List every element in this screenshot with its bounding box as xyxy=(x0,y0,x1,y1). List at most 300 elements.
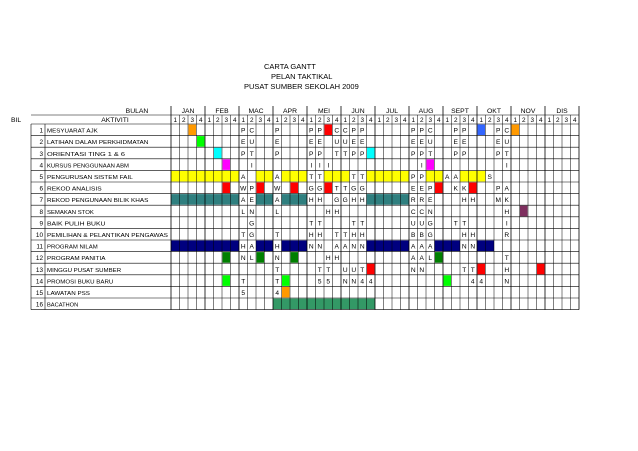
row-number: 5 xyxy=(39,174,43,181)
cell-code: T xyxy=(453,220,458,228)
cell-code: G xyxy=(249,220,255,228)
cell-code: U xyxy=(342,266,348,274)
cell-code: H xyxy=(308,232,314,239)
activity-name: PEMILIHAN & PELANTIKAN PENGAWAS xyxy=(47,233,169,239)
cell-code: P xyxy=(411,150,416,158)
cell-code: H xyxy=(325,255,331,263)
gantt-marker xyxy=(223,252,231,263)
cell-code: E xyxy=(428,197,433,205)
row-number: 15 xyxy=(35,290,43,297)
gantt-marker xyxy=(214,148,222,159)
cell-code: E xyxy=(496,139,501,147)
row-number: 6 xyxy=(39,185,43,193)
cell-code: G xyxy=(334,197,340,205)
week-label: 3 xyxy=(258,117,263,124)
cell-code: T xyxy=(343,185,348,193)
cell-code: A xyxy=(428,243,433,251)
week-label: 1 xyxy=(207,117,212,124)
cell-code: P xyxy=(453,150,458,158)
cell-code: G xyxy=(427,220,433,228)
activity-name: ORIENTASI TING 1 & 6 xyxy=(47,151,126,158)
week-label: 1 xyxy=(411,117,416,124)
gantt-marker xyxy=(427,159,435,170)
gantt-marker xyxy=(478,125,486,136)
row-number: 12 xyxy=(35,255,43,263)
cell-code: T xyxy=(326,266,331,274)
gantt-bar xyxy=(367,171,410,182)
month-label: AUG xyxy=(418,108,434,115)
cell-code: T xyxy=(504,255,509,263)
week-label: 4 xyxy=(538,117,543,124)
week-label: 2 xyxy=(215,117,220,124)
cell-code: N xyxy=(410,266,416,274)
cell-code: H xyxy=(334,255,340,263)
cell-code: I xyxy=(318,162,321,170)
gantt-marker xyxy=(478,264,486,275)
week-label: 4 xyxy=(368,117,373,124)
cell-code: H xyxy=(274,243,280,251)
cell-code: A xyxy=(343,243,348,251)
cell-code: T xyxy=(428,150,433,158)
bulan-label: BULAN xyxy=(125,108,149,115)
month-label: JUN xyxy=(351,108,365,115)
week-label: 4 xyxy=(334,117,339,124)
cell-code: R xyxy=(504,232,510,239)
cell-code: U xyxy=(427,139,433,147)
gantt-marker xyxy=(435,183,443,194)
gantt-marker xyxy=(367,148,375,159)
week-label: 2 xyxy=(317,117,322,124)
cell-code: N xyxy=(504,278,510,286)
cell-code: P xyxy=(249,185,254,193)
gantt-marker xyxy=(257,183,265,194)
gantt-marker xyxy=(282,275,290,286)
cell-code: T xyxy=(317,266,322,274)
week-label: 2 xyxy=(283,117,288,124)
week-label: 2 xyxy=(385,117,390,124)
activity-name: PROMOSI BUKU BARU xyxy=(47,279,114,286)
gantt-marker xyxy=(291,252,299,263)
month-label: FEB xyxy=(215,108,229,115)
cell-code: 4 xyxy=(470,278,475,286)
cell-code: H xyxy=(351,197,357,205)
week-label: 3 xyxy=(292,117,297,124)
gantt-marker xyxy=(291,183,299,194)
week-label: 1 xyxy=(173,117,178,124)
cell-code: T xyxy=(275,278,280,286)
cell-code: E xyxy=(453,139,458,147)
cell-code: P xyxy=(411,174,416,181)
activity-name: REKOD ANALISIS xyxy=(47,186,103,193)
cell-code: C xyxy=(334,127,340,135)
cell-code: R xyxy=(419,197,425,205)
cell-code: P xyxy=(317,127,322,135)
cell-code: P xyxy=(428,185,433,193)
cell-code: I xyxy=(250,162,253,170)
row-number: 9 xyxy=(39,220,43,228)
cell-code: T xyxy=(241,232,246,239)
week-label: 4 xyxy=(504,117,509,124)
cell-code: P xyxy=(462,127,467,135)
month-label: NOV xyxy=(520,108,536,115)
cell-code: P xyxy=(317,150,322,158)
cell-code: P xyxy=(496,150,501,158)
cell-code: H xyxy=(351,232,357,239)
week-label: 2 xyxy=(181,117,186,124)
cell-code: U xyxy=(249,139,255,147)
cell-code: G xyxy=(308,185,314,193)
cell-code: H xyxy=(470,232,476,239)
cell-code: 5 xyxy=(326,278,331,286)
gantt-marker xyxy=(512,125,520,136)
cell-code: N xyxy=(351,243,357,251)
gantt-marker xyxy=(444,275,452,286)
gantt-marker xyxy=(367,264,375,275)
cell-code: I xyxy=(310,162,313,170)
gantt-marker xyxy=(223,275,231,286)
cell-code: N xyxy=(240,255,246,263)
week-label: 1 xyxy=(343,117,348,124)
cell-code: U xyxy=(504,139,510,147)
cell-code: T xyxy=(317,220,322,228)
cell-code: H xyxy=(325,208,331,216)
month-label: JUL xyxy=(385,108,399,115)
title-line-2: PELAN TAKTIKAL xyxy=(271,72,333,81)
aktiviti-label: AKTIVITI xyxy=(101,117,129,124)
cell-code: M xyxy=(495,197,501,205)
cell-code: K xyxy=(453,185,458,193)
row-number: 8 xyxy=(39,208,43,216)
cell-code: T xyxy=(309,174,314,181)
cell-code: U xyxy=(342,139,348,147)
cell-code: N xyxy=(359,243,365,251)
week-label: 3 xyxy=(530,117,535,124)
month-label: JAN xyxy=(181,108,195,115)
cell-code: L xyxy=(275,208,280,216)
row-number: 11 xyxy=(36,243,43,251)
row-number: 13 xyxy=(35,266,43,274)
cell-code: E xyxy=(351,139,356,147)
cell-code: G xyxy=(342,197,348,205)
gantt-chart xyxy=(11,106,577,338)
month-label: MEI xyxy=(317,108,331,115)
week-label: 3 xyxy=(360,117,365,124)
cell-code: P xyxy=(411,127,416,135)
cell-code: P xyxy=(351,150,356,158)
cell-code: A xyxy=(504,185,509,193)
row-number: 10 xyxy=(35,232,43,239)
week-label: 4 xyxy=(266,117,271,124)
cell-code: A xyxy=(241,197,246,205)
cell-code: L xyxy=(241,208,246,216)
cell-code: T xyxy=(275,232,280,239)
cell-code: I xyxy=(327,162,330,170)
cell-code: P xyxy=(496,185,501,193)
cell-code: R xyxy=(410,197,416,205)
cell-code: E xyxy=(317,139,322,147)
cell-code: T xyxy=(470,266,475,274)
cell-code: P xyxy=(241,127,246,135)
cell-code: C xyxy=(342,127,348,135)
cell-code: T xyxy=(343,150,348,158)
cell-code: N xyxy=(351,278,357,286)
activity-name: BACATHON xyxy=(47,302,79,309)
cell-code: N xyxy=(274,255,280,263)
cell-code: K xyxy=(504,197,509,205)
cell-code: H xyxy=(461,197,467,205)
cell-code: T xyxy=(334,150,339,158)
cell-code: G xyxy=(317,185,323,193)
cell-code: C xyxy=(427,127,433,135)
week-label: 4 xyxy=(300,117,305,124)
week-label: 4 xyxy=(436,117,441,124)
week-label: 4 xyxy=(232,117,237,124)
cell-code: G xyxy=(249,232,255,239)
cell-code: E xyxy=(360,139,365,147)
cell-code: K xyxy=(462,185,467,193)
cell-code: 5 xyxy=(241,290,246,297)
cell-code: P xyxy=(419,174,424,181)
gantt-bar xyxy=(367,194,410,205)
cell-code: A xyxy=(411,255,416,263)
week-label: 3 xyxy=(224,117,229,124)
activity-name: KURSUS PENGGUNAAN ABM xyxy=(47,163,130,170)
cell-code: P xyxy=(309,150,314,158)
month-label: OKT xyxy=(487,108,501,115)
cell-code: A xyxy=(275,174,280,181)
cell-code: T xyxy=(241,278,246,286)
week-label: 4 xyxy=(572,117,577,124)
cell-code: H xyxy=(504,208,510,216)
activity-name: PENGURUSAN SISTEM FAIL xyxy=(47,175,133,181)
gantt-marker xyxy=(282,287,290,298)
row-number: 16 xyxy=(35,301,43,309)
cell-code: 4 xyxy=(275,290,280,297)
week-label: 3 xyxy=(496,117,501,124)
gantt-marker xyxy=(325,183,333,194)
gantt-bar xyxy=(460,171,486,182)
week-label: 1 xyxy=(513,117,518,124)
title-line-1: CARTA GANTT xyxy=(264,62,316,71)
cell-code: U xyxy=(410,220,416,228)
cell-code: G xyxy=(359,185,365,193)
cell-code: T xyxy=(249,150,254,158)
activity-name: SEMAKAN STOK xyxy=(47,209,95,216)
week-label: 1 xyxy=(547,117,552,124)
activity-name: LAWATAN PSS xyxy=(47,291,91,297)
cell-code: A xyxy=(419,243,424,251)
cell-code: G xyxy=(427,232,433,239)
gantt-bar xyxy=(282,171,308,182)
cell-code: T xyxy=(309,220,314,228)
cell-code: T xyxy=(504,150,509,158)
cell-code: H xyxy=(240,243,246,251)
cell-code: H xyxy=(359,197,365,205)
gantt-marker xyxy=(257,252,265,263)
cell-code: N xyxy=(249,208,255,216)
activity-name: REKOD PENGUNAAN BILIK KHAS xyxy=(47,198,149,205)
week-label: 3 xyxy=(428,117,433,124)
cell-code: A xyxy=(249,243,254,251)
cell-code: P xyxy=(419,150,424,158)
week-label: 2 xyxy=(419,117,424,124)
month-label: SEPT xyxy=(451,108,469,115)
week-label: 1 xyxy=(241,117,246,124)
cell-code: 4 xyxy=(360,278,365,286)
cell-code: T xyxy=(360,174,365,181)
cell-code: H xyxy=(359,232,365,239)
week-label: 1 xyxy=(377,117,382,124)
cell-code: A xyxy=(445,174,450,181)
cell-code: G xyxy=(351,185,357,193)
activity-name: MINGGU PUSAT SUMBER xyxy=(47,267,122,274)
month-label: DIS xyxy=(556,108,568,115)
cell-code: P xyxy=(241,150,246,158)
cell-code: T xyxy=(343,232,348,239)
cell-code: P xyxy=(351,127,356,135)
cell-code: W xyxy=(240,185,247,193)
cell-code: N xyxy=(461,243,467,251)
cell-code: E xyxy=(411,185,416,193)
cell-code: P xyxy=(360,127,365,135)
cell-code: T xyxy=(317,174,322,181)
cell-code: C xyxy=(504,127,510,135)
cell-code: A xyxy=(453,174,458,181)
cell-code: P xyxy=(419,127,424,135)
row-number: 2 xyxy=(39,139,43,147)
cell-code: A xyxy=(334,243,339,251)
week-label: 3 xyxy=(462,117,467,124)
week-label: 1 xyxy=(309,117,314,124)
title-line-3: PUSAT SUMBER SEKOLAH 2009 xyxy=(244,82,359,91)
cell-code: P xyxy=(453,127,458,135)
row-number: 4 xyxy=(39,162,43,170)
cell-code: P xyxy=(496,127,501,135)
cell-code: L xyxy=(428,255,433,263)
activity-name: BAIK PULIH BUKU xyxy=(47,221,106,228)
cell-code: U xyxy=(334,139,340,147)
week-label: 2 xyxy=(521,117,526,124)
week-label: 2 xyxy=(453,117,458,124)
gantt-marker xyxy=(223,159,231,170)
cell-code: S xyxy=(487,174,492,181)
cell-code: P xyxy=(360,150,365,158)
cell-code: 5 xyxy=(317,278,322,286)
cell-code: P xyxy=(275,150,280,158)
week-label: 4 xyxy=(198,117,203,124)
row-number: 7 xyxy=(39,197,43,205)
gantt-marker xyxy=(469,183,477,194)
cell-code: E xyxy=(309,139,314,147)
cell-code: T xyxy=(351,220,356,228)
week-label: 2 xyxy=(487,117,492,124)
week-label: 1 xyxy=(445,117,450,124)
gantt-marker xyxy=(197,136,205,147)
cell-code: E xyxy=(411,139,416,147)
cell-code: T xyxy=(275,266,280,274)
cell-code: H xyxy=(461,232,467,239)
cell-code: P xyxy=(462,150,467,158)
cell-code: N xyxy=(427,208,433,216)
cell-code: E xyxy=(462,139,467,147)
cell-code: A xyxy=(411,243,416,251)
gantt-marker xyxy=(223,183,231,194)
cell-code: E xyxy=(275,139,280,147)
cell-code: E xyxy=(249,197,254,205)
gantt-marker xyxy=(325,125,333,136)
gantt-marker xyxy=(537,264,545,275)
cell-code: N xyxy=(470,243,476,251)
cell-code: 4 xyxy=(479,278,484,286)
cell-code: 4 xyxy=(368,278,373,286)
cell-code: T xyxy=(360,220,365,228)
cell-code: H xyxy=(470,197,476,205)
month-label: APR xyxy=(283,108,297,115)
cell-code: T xyxy=(351,174,356,181)
gantt-bar xyxy=(282,194,308,205)
cell-code: A xyxy=(275,197,280,205)
gantt-bar xyxy=(282,241,308,252)
gantt-marker xyxy=(520,206,528,217)
week-label: 3 xyxy=(564,117,569,124)
cell-code: T xyxy=(462,220,467,228)
cell-code: C xyxy=(410,208,416,216)
cell-code: H xyxy=(317,197,323,205)
cell-code: L xyxy=(249,255,254,263)
week-label: 3 xyxy=(326,117,331,124)
week-label: 4 xyxy=(402,117,407,124)
cell-code: U xyxy=(419,220,425,228)
cell-code: T xyxy=(334,185,339,193)
row-number: 1 xyxy=(39,127,43,135)
gantt-marker xyxy=(435,252,443,263)
cell-code: H xyxy=(317,232,323,239)
cell-code: C xyxy=(249,127,255,135)
cell-code: W xyxy=(274,185,281,193)
cell-code: N xyxy=(342,278,348,286)
week-label: 1 xyxy=(275,117,280,124)
cell-code: B xyxy=(411,232,416,239)
cell-code: T xyxy=(462,266,467,274)
cell-code: I xyxy=(505,220,508,228)
week-label: 4 xyxy=(470,117,475,124)
cell-code: C xyxy=(419,208,425,216)
row-number: 14 xyxy=(35,278,43,286)
cell-code: P xyxy=(275,127,280,135)
cell-code: H xyxy=(308,197,314,205)
week-label: 3 xyxy=(394,117,399,124)
cell-code: A xyxy=(241,174,246,181)
cell-code: U xyxy=(351,266,357,274)
gantt-bar xyxy=(435,241,461,252)
cell-code: E xyxy=(419,139,424,147)
activity-name: PROGRAM PANITIA xyxy=(47,256,106,263)
week-label: 2 xyxy=(249,117,254,124)
gantt-marker xyxy=(189,125,197,136)
row-number: 3 xyxy=(39,150,43,158)
cell-code: H xyxy=(504,266,510,274)
bil-label: BIL xyxy=(11,117,22,124)
cell-code: T xyxy=(334,232,339,239)
week-label: 1 xyxy=(479,117,484,124)
gantt-bar xyxy=(367,241,410,252)
activity-name: MESYUARAT AJK xyxy=(47,128,99,135)
cell-code: T xyxy=(360,266,365,274)
activity-name: LATIHAN DALAM PERKHIDMATAN xyxy=(47,140,149,147)
cell-code: A xyxy=(419,255,424,263)
gantt-bar xyxy=(324,171,350,182)
activity-name: PROGRAM NILAM xyxy=(47,244,99,251)
